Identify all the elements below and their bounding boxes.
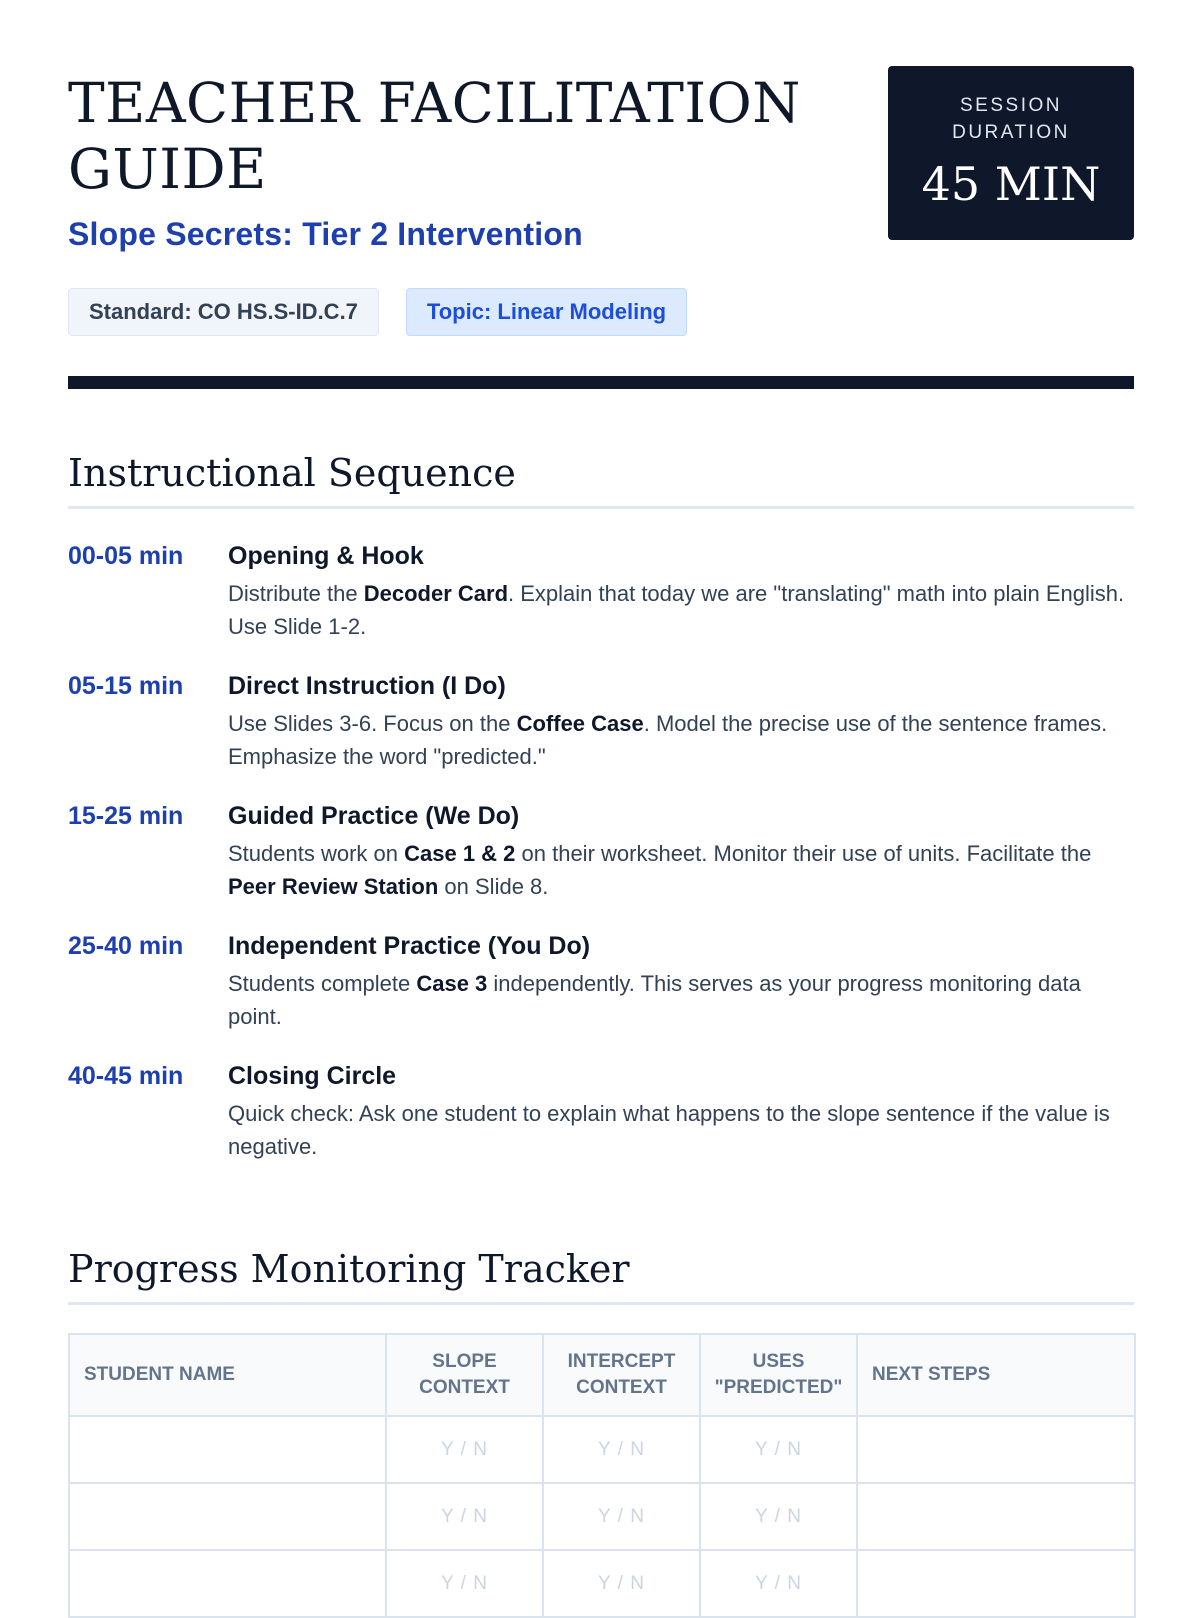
yes-no-cell: Y / N <box>386 1550 543 1617</box>
description-text: . Model the precise use of the sentence frames. Emphasize the word "predicted." <box>228 711 1108 769</box>
yes-no-cell: Y / N <box>700 1416 857 1483</box>
sequence-time: 25-40 min <box>68 932 184 960</box>
emphasized-term: Coffee Case <box>516 711 644 736</box>
sequence-description <box>228 1097 1134 1163</box>
yes-no-cell: Y / N <box>543 1416 700 1483</box>
description-text: Students work on <box>228 841 405 866</box>
column-header: SLOPE CONTEXT <box>386 1334 543 1416</box>
document-title: TEACHER FACILITATION GUIDE <box>68 71 801 201</box>
description-text: Students complete <box>228 971 417 996</box>
table-header-row <box>69 1334 1135 1416</box>
sequence-heading: Direct Instruction (I Do) <box>228 672 506 700</box>
yes-no-cell: Y / N <box>700 1550 857 1617</box>
facilitation-guide-page <box>68 66 1134 1594</box>
next-steps-cell[interactable] <box>857 1416 1135 1483</box>
guide-header <box>68 66 1134 372</box>
table-row <box>69 1550 1135 1617</box>
instructional-sequence-section <box>68 448 1134 1189</box>
table-body <box>69 1416 1135 1617</box>
column-header: USES "PREDICTED" <box>700 1334 857 1416</box>
column-header: STUDENT NAME <box>69 1334 386 1416</box>
yes-no-cell: Y / N <box>700 1483 857 1550</box>
document-subtitle: Slope Secrets: Tier 2 Intervention <box>68 216 583 252</box>
sequence-body <box>228 539 1134 643</box>
sequence-heading: Closing Circle <box>228 1062 397 1090</box>
student-name-cell[interactable] <box>69 1550 386 1617</box>
emphasized-term: Peer Review Station <box>228 874 439 899</box>
description-text: Distribute the <box>228 581 364 606</box>
header-divider <box>68 376 1134 389</box>
table-row <box>69 1483 1135 1550</box>
sequence-body <box>228 799 1134 903</box>
sequence-item <box>68 1059 1134 1163</box>
sequence-time: 40-45 min <box>68 1062 184 1090</box>
next-steps-cell[interactable] <box>857 1550 1135 1617</box>
progress-tracker-table <box>68 1333 1136 1618</box>
sequence-description <box>228 577 1134 643</box>
sequence-item <box>68 669 1134 773</box>
yes-no-cell: Y / N <box>386 1483 543 1550</box>
next-steps-cell[interactable] <box>857 1483 1135 1550</box>
sequence-item <box>68 799 1134 903</box>
table-row <box>69 1416 1135 1483</box>
standard-tag: Standard: CO HS.S-ID.C.7 <box>68 288 379 336</box>
progress-tracker-title: Progress Monitoring Tracker <box>68 1244 1134 1305</box>
emphasized-term: Case 1 & 2 <box>404 841 516 866</box>
student-name-cell[interactable] <box>69 1416 386 1483</box>
sequence-time: 00-05 min <box>68 542 184 570</box>
sequence-time: 15-25 min <box>68 802 184 830</box>
sequence-body <box>228 1059 1134 1163</box>
student-name-cell[interactable] <box>69 1483 386 1550</box>
sequence-body <box>228 669 1134 773</box>
emphasized-term: Case 3 <box>416 971 488 996</box>
session-duration-value: 45 MIN <box>921 157 1101 211</box>
column-header: INTERCEPT CONTEXT <box>543 1334 700 1416</box>
column-header: NEXT STEPS <box>857 1334 1135 1416</box>
emphasized-term: Decoder Card <box>363 581 509 606</box>
yes-no-cell: Y / N <box>543 1550 700 1617</box>
yes-no-cell: Y / N <box>543 1483 700 1550</box>
sequence-description <box>228 707 1134 773</box>
description-text: on Slide 8. <box>438 874 549 899</box>
description-text: independently. This serves as your progress monitoring data point. <box>228 971 1081 1029</box>
sequence-heading: Guided Practice (We Do) <box>228 802 520 830</box>
sequence-time: 05-15 min <box>68 672 184 700</box>
progress-tracker-section <box>68 1244 1134 1618</box>
yes-no-cell: Y / N <box>386 1416 543 1483</box>
session-duration-box <box>888 66 1134 240</box>
sequence-item <box>68 929 1134 1033</box>
sequence-item <box>68 539 1134 643</box>
sequence-body <box>228 929 1134 1033</box>
sequence-description <box>228 967 1134 1033</box>
description-text: . Explain that today we are "translating" math into plain English. Use Slide 1-2. <box>228 581 1125 639</box>
description-text: Quick check: Ask one student to explain what happens to the slope sentence if the value is negative. <box>228 1101 1110 1159</box>
description-text: Use Slides 3-6. Focus on the <box>228 711 517 736</box>
topic-tag: Topic: Linear Modeling <box>406 288 687 336</box>
sequence-list <box>68 539 1134 1163</box>
tag-row <box>68 288 687 336</box>
sequence-description <box>228 837 1134 903</box>
sequence-heading: Independent Practice (You Do) <box>228 932 591 960</box>
description-text: on their worksheet. Monitor their use of units. Facilitate the <box>515 841 1092 866</box>
session-duration-label: SESSION DURATION <box>952 95 1070 143</box>
instructional-sequence-title: Instructional Sequence <box>68 448 1134 509</box>
sequence-heading: Opening & Hook <box>228 542 424 570</box>
